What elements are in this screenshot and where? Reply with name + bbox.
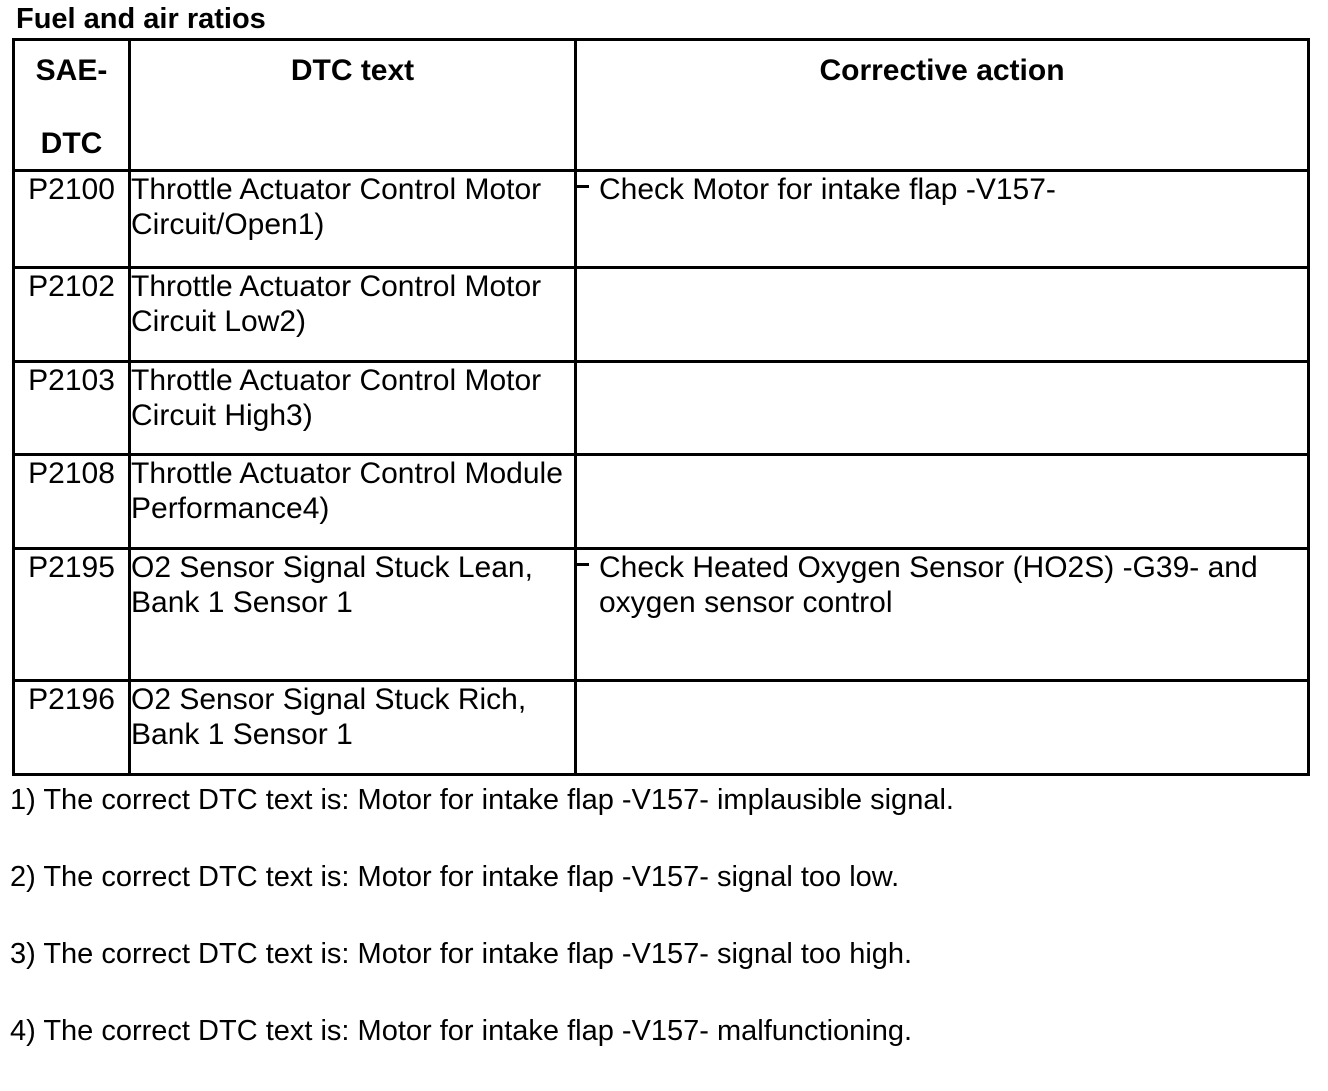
action-bullet bbox=[577, 550, 1307, 620]
corrective-action-cell bbox=[576, 171, 1309, 268]
dash-bullet-icon bbox=[577, 563, 589, 566]
dtc-code-cell: P2100 bbox=[14, 171, 130, 268]
header-sae-dtc bbox=[14, 40, 130, 171]
dtc-text-cell: O2 Sensor Signal Stuck Rich, Bank 1 Sensor 1 bbox=[130, 681, 576, 775]
footnote-4: 4) The correct DTC text is: Motor for intake flap -V157- malfunctioning. bbox=[10, 1015, 913, 1047]
corrective-action-cell bbox=[576, 455, 1309, 549]
footnotes bbox=[10, 783, 954, 1091]
header-corrective-action: Corrective action bbox=[576, 40, 1309, 171]
dtc-code-cell: P2196 bbox=[14, 681, 130, 775]
dtc-code-cell: P2102 bbox=[14, 268, 130, 362]
dtc-text-cell: Throttle Actuator Control Motor Circuit/Open1) bbox=[130, 171, 576, 268]
table-header-row bbox=[14, 40, 1309, 171]
dtc-code-cell: P2103 bbox=[14, 362, 130, 455]
table-row bbox=[14, 549, 1309, 681]
footnote-3: 3) The correct DTC text is: Motor for intake flap -V157- signal too high. bbox=[10, 938, 913, 970]
corrective-action-cell bbox=[576, 681, 1309, 775]
header-dtc-text: DTC text bbox=[130, 40, 576, 171]
dtc-table bbox=[12, 38, 1310, 776]
action-text: Check Heated Oxygen Sensor (HO2S) -G39- and oxygen sensor control bbox=[599, 551, 1258, 619]
action-bullet bbox=[577, 172, 1307, 207]
corrective-action-cell bbox=[576, 549, 1309, 681]
dtc-text-cell: Throttle Actuator Control Motor Circuit High3) bbox=[130, 362, 576, 455]
dtc-text-cell: Throttle Actuator Control Motor Circuit Low2) bbox=[130, 268, 576, 362]
table-row bbox=[14, 171, 1309, 268]
table-row bbox=[14, 455, 1309, 549]
dtc-code-cell: P2195 bbox=[14, 549, 130, 681]
action-text: Check Motor for intake flap -V157- bbox=[599, 173, 1056, 206]
table-row bbox=[14, 362, 1309, 455]
table-row bbox=[14, 681, 1309, 775]
header-dtc-label: DTC bbox=[40, 127, 103, 160]
header-sae-label: SAE- bbox=[35, 54, 108, 87]
dtc-text-cell: Throttle Actuator Control Module Performance4) bbox=[130, 455, 576, 549]
table-row bbox=[14, 268, 1309, 362]
footnote-2: 2) The correct DTC text is: Motor for intake flap -V157- signal too low. bbox=[10, 861, 900, 893]
dtc-text-cell: O2 Sensor Signal Stuck Lean, Bank 1 Sensor 1 bbox=[130, 549, 576, 681]
corrective-action-cell bbox=[576, 362, 1309, 455]
corrective-action-cell bbox=[576, 268, 1309, 362]
dash-bullet-icon bbox=[577, 185, 589, 188]
page-title: Fuel and air ratios bbox=[16, 3, 266, 35]
dtc-code-cell: P2108 bbox=[14, 455, 130, 549]
footnote-1: 1) The correct DTC text is: Motor for intake flap -V157- implausible signal. bbox=[10, 784, 954, 816]
